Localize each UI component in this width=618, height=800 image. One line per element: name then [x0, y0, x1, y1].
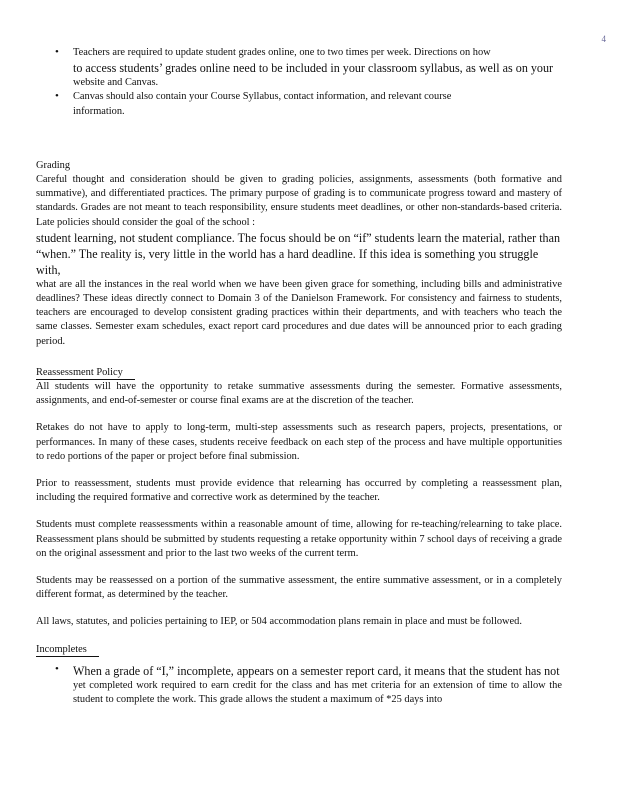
grading-paragraph: what are all the instances in the real world when we have been given grace for something, including bills and administrative deadlines? These ideas directly connect to Domain 3 of the Danielson Framework. For consistency and fairness to students, teachers are encouraged to develop consistent grading practices within their departments, and with teachers who teach the same classes. Semester exam schedules, exact report card procedures and due dates will be announced prior to each grading period.: [36, 278, 562, 347]
bullet-line: yet completed work required to earn credit for the class and has met criteria for an extension of time to allow the student to complete the work. This grade allows the student a maximum of *25 days into: [73, 679, 562, 706]
online-grades-list: [36, 46, 562, 119]
bullet-line: to access students’ grades online need to be included in your classroom syllabus, as well as on your: [73, 61, 554, 76]
reassessment-paragraph: Retakes do not have to apply to long-term, multi-step assessments such as research papers, projects, presentations, or performances. In many of these cases, students receive feedback on each step of the process and have multiple opportunities to redo portions of the paper or project before final submission.: [36, 422, 562, 462]
list-item: [36, 90, 562, 118]
reassessment-paragraph: Students may be reassessed on a portion of the summative assessment, the entire summative assessment, or in a completely different format, as determined by the teacher.: [36, 575, 562, 601]
reassessment-paragraph: Students must complete reassessments within a reasonable amount of time, allowing for re-teaching/relearning to take place. Reassessment plans should be submitted by students requesting a retake opportunity within 7 school days of receiving a grade on the original assessment and prior to the last two weeks of the current term.: [36, 519, 562, 559]
grading-paragraph: Careful thought and consideration should be given to grading policies, assignments, assessments (both formative and summative), and differentiated practices. The primary purpose of grading is to communicate progress toward and mastery of standards. Grades are not meant to teach responsibility, ensure students meet deadlines, or other non-standards-based criteria. Late policies should consider the goal of the school :: [36, 174, 562, 228]
reassessment-paragraph: Prior to reassessment, students must provide evidence that relearning has occurred by completing a reassessment plan, including the required formative and corrective work as determined by the teacher.: [36, 478, 562, 504]
bullet-icon: •: [55, 90, 59, 103]
reassessment-paragraph: All students will have the opportunity to retake summative assessments during the semester. Formative assessments, assignments, and end-of-semester or course final exams are at the discretion of the teacher.: [36, 381, 562, 407]
incompletes-heading: Incompletes: [36, 643, 562, 657]
list-item: [36, 46, 562, 90]
reassessment-paragraph: All laws, statutes, and policies pertaining to IEP, or 504 accommodation plans remain in place and must be followed.: [36, 616, 522, 628]
bullet-line: website and Canvas.: [73, 77, 159, 89]
document-body: [36, 46, 562, 707]
bullet-icon: •: [55, 46, 59, 58]
incompletes-list: [36, 663, 562, 707]
bullet-line: Canvas should also contain your Course Syllabus, contact information, and relevant course: [73, 91, 452, 103]
list-item: [36, 663, 562, 707]
reassessment-heading: Reassessment Policy: [36, 366, 562, 380]
grading-heading: Grading: [36, 159, 71, 171]
bullet-line: information.: [73, 105, 125, 117]
bullet-line: When a grade of “I,” incomplete, appears on a semester report card, it means that the student has not: [73, 663, 560, 678]
page-number: 4: [601, 34, 606, 44]
grading-emphasis: student learning, not student compliance. The focus should be on “if” students learn the material, rather than “when.” The reality is, very little in the world has a hard deadline. If this idea is something you struggle with,: [36, 230, 561, 277]
bullet-line: Teachers are required to update student grades online, one to two times per week. Directions on how: [73, 47, 491, 58]
bullet-icon: •: [55, 662, 59, 675]
